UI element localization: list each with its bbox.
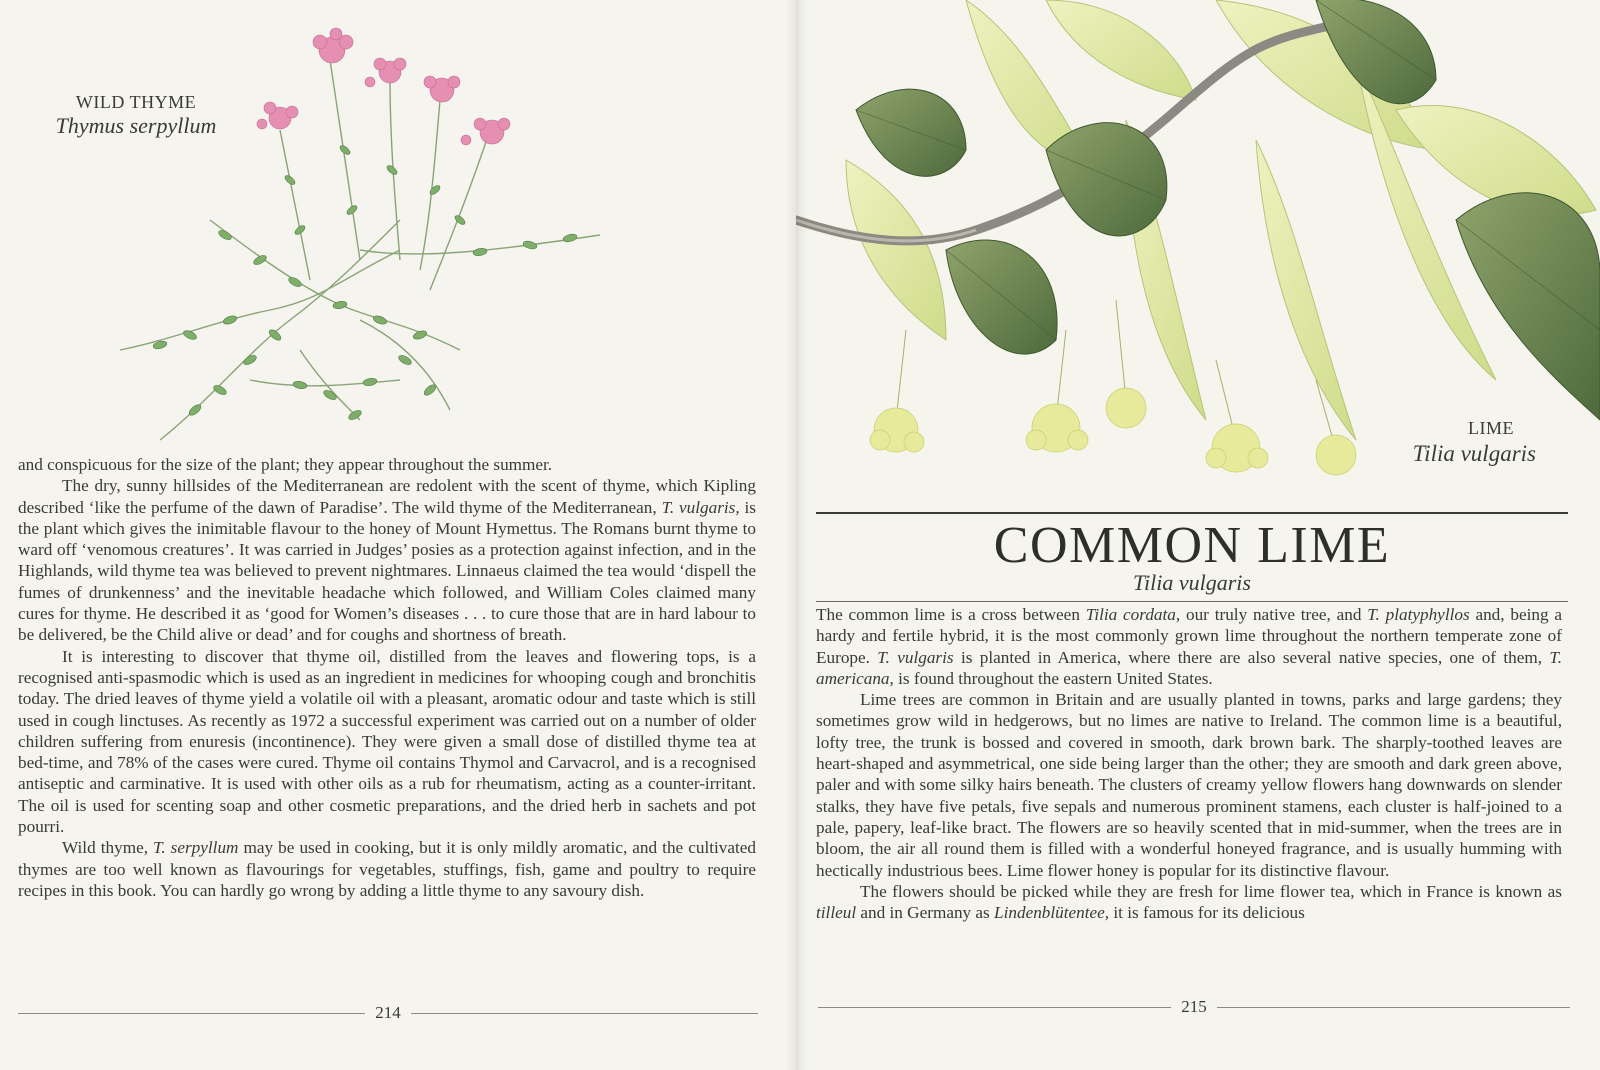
paragraph-text: The dry, sunny hillsides of the Mediterranean are redolent with the scent of thyme, which Kipling described ‘like the perfume of the dawn of Paradise’. The wild thyme of the Mediterranean, (18, 476, 756, 517)
page-number: 215 (1181, 997, 1207, 1016)
caption-common-name: LIME (1468, 418, 1514, 438)
paragraph-text: and conspicuous for the size of the plant; they appear throughout the summer. (18, 455, 553, 474)
paragraph-text: Wild thyme, (62, 838, 154, 858)
page-number: 214 (375, 1003, 401, 1022)
body-paragraph (18, 475, 756, 645)
italic-term: T. americana, (816, 647, 1563, 688)
paragraph-text: The flowers should be picked while they are fresh for lime flower tea, which in France is known as (860, 881, 1562, 901)
italic-term: T. platyphyllos (1367, 605, 1470, 624)
paragraph-text: is the plant which gives the inimitable flavour to the honey of Mount Hymettus. The Romans burnt thyme to ward off ‘venomous creatures’. It was carried in Judges’ posies as a protection against infection, and in the Highlands, wild thyme tea was believed to prevent nightmares. Linnaeus claimed the tea would ‘dispell the fumes of drunkenness’ and the inevitable headache which followed, and William Coles claimed many cures for thyme. He described it as ‘good for Women’s diseases . . . to cure those that are in hard labour to be delivered, be the Child alive or dead’ and for coughs and shortness of breath. (18, 497, 756, 645)
article-subtitle: Tilia vulgaris (1133, 570, 1251, 595)
body-paragraph (816, 604, 1562, 689)
paragraph-text: and in Germany as (856, 903, 995, 923)
footer-rule (411, 1013, 758, 1014)
italic-term: tilleul (816, 903, 857, 923)
footer-rule (1217, 1007, 1570, 1008)
paragraph-text: The common lime is a cross between (816, 605, 1086, 624)
body-paragraph (18, 837, 756, 901)
caption-latin-name: Tilia vulgaris (1412, 440, 1536, 466)
left-page-body-text (18, 454, 756, 901)
title-top-rule (816, 512, 1568, 514)
left-page (0, 0, 796, 1070)
paragraph-text: is found throughout the eastern United States. (893, 668, 1213, 688)
page-number-footer-right (818, 997, 1570, 1017)
italic-term: T. serpyllum (153, 838, 239, 858)
italic-term: Lindenblütentee, (994, 903, 1110, 923)
paragraph-text: is planted in America, where there are also several native species, one of them, (953, 647, 1550, 667)
wild-thyme-illustration (100, 20, 640, 460)
italic-term: T. vulgaris, (661, 497, 740, 517)
paragraph-text: it is famous for its delicious (1109, 903, 1305, 923)
footer-rule (818, 1007, 1171, 1008)
paragraph-text: Lime trees are common in Britain and are usually planted in towns, parks and large gardens; they sometimes grow wild in hedgerows, but no limes are native to Ireland. The common lime is a beautiful, lofty tree, the trunk is bossed and covered in smooth, dark brown bark. The sharply-toothed leaves are heart-shaped and asymmetrical, one side being larger than the other; they are smooth and dark green above, paler and with some silky hairs beneath. The clusters of creamy yellow flowers hang downwards on slender stalks, they have five petals, five sepals and numerous prominent stamens, each cluster is half-joined to a pale, papery, leaf-like bract. The flowers are so heavily scented that in mid-summer, when the trees are in bloom, the air all round them is filled with a wonderful honeyed fragrance, and is usually humming with hectically industrious bees. Lime flower honey is popular for its distinctive flavour. (816, 690, 1562, 880)
body-paragraph (18, 454, 756, 475)
page-number-footer-left (18, 1003, 758, 1023)
paragraph-text: and, being a hardy and fertile hybrid, it is the most commonly grown lime throughout the northern temperate zone of Europe. (816, 605, 1562, 667)
article-title: COMMON LIME (993, 517, 1391, 574)
paragraph-text: our truly native tree, and (1180, 605, 1368, 624)
lime-caption (1376, 418, 1536, 467)
caption-latin-name: Thymus serpyllum (55, 112, 217, 138)
wild-thyme-caption (36, 92, 236, 138)
right-page-body-text (816, 604, 1562, 923)
italic-term: Tilia cordata, (1085, 605, 1181, 624)
paragraph-text: It is interesting to discover that thyme oil, distilled from the leaves and flowering tops, is a recognised anti-spasmodic which is used as an ingredient in medicines for whooping cough and bronchitis today. The dried leaves of thyme yield a volatile oil with a pleasant, aromatic odour and taste which is still used in cough linctuses. As recently as 1972 a successful experiment was carried out on a number of older children suffering from enuresis (incontinence). They were given a small dose of distilled thyme tea at bed-time, and 78% of the cases were cured. Thyme oil contains Thymol and Carvacrol, and is a recognised antiseptic and carminative. It is used with other oils as a rub for rheumatism, acting as a counter-irritant. The oil is used for scenting soap and other cosmetic preparations, and the dried herb in sachets and pot pourri. (18, 646, 756, 837)
caption-common-name: WILD THYME (75, 92, 197, 112)
footer-rule (18, 1013, 365, 1014)
title-bottom-rule (816, 601, 1568, 602)
book-gutter (786, 0, 808, 1070)
body-paragraph (18, 646, 756, 838)
body-paragraph (816, 881, 1562, 924)
paragraph-text: may be used in cooking, but it is only mildly aromatic, and the cultivated thymes are too well known as flavourings for vegetables, stuffings, fish, game and poultry to require recipes in this book. You can hardly go wrong by adding a little thyme to any savoury dish. (18, 838, 756, 900)
italic-term: T. vulgaris (877, 647, 954, 667)
right-page (796, 0, 1600, 1070)
body-paragraph (816, 689, 1562, 881)
